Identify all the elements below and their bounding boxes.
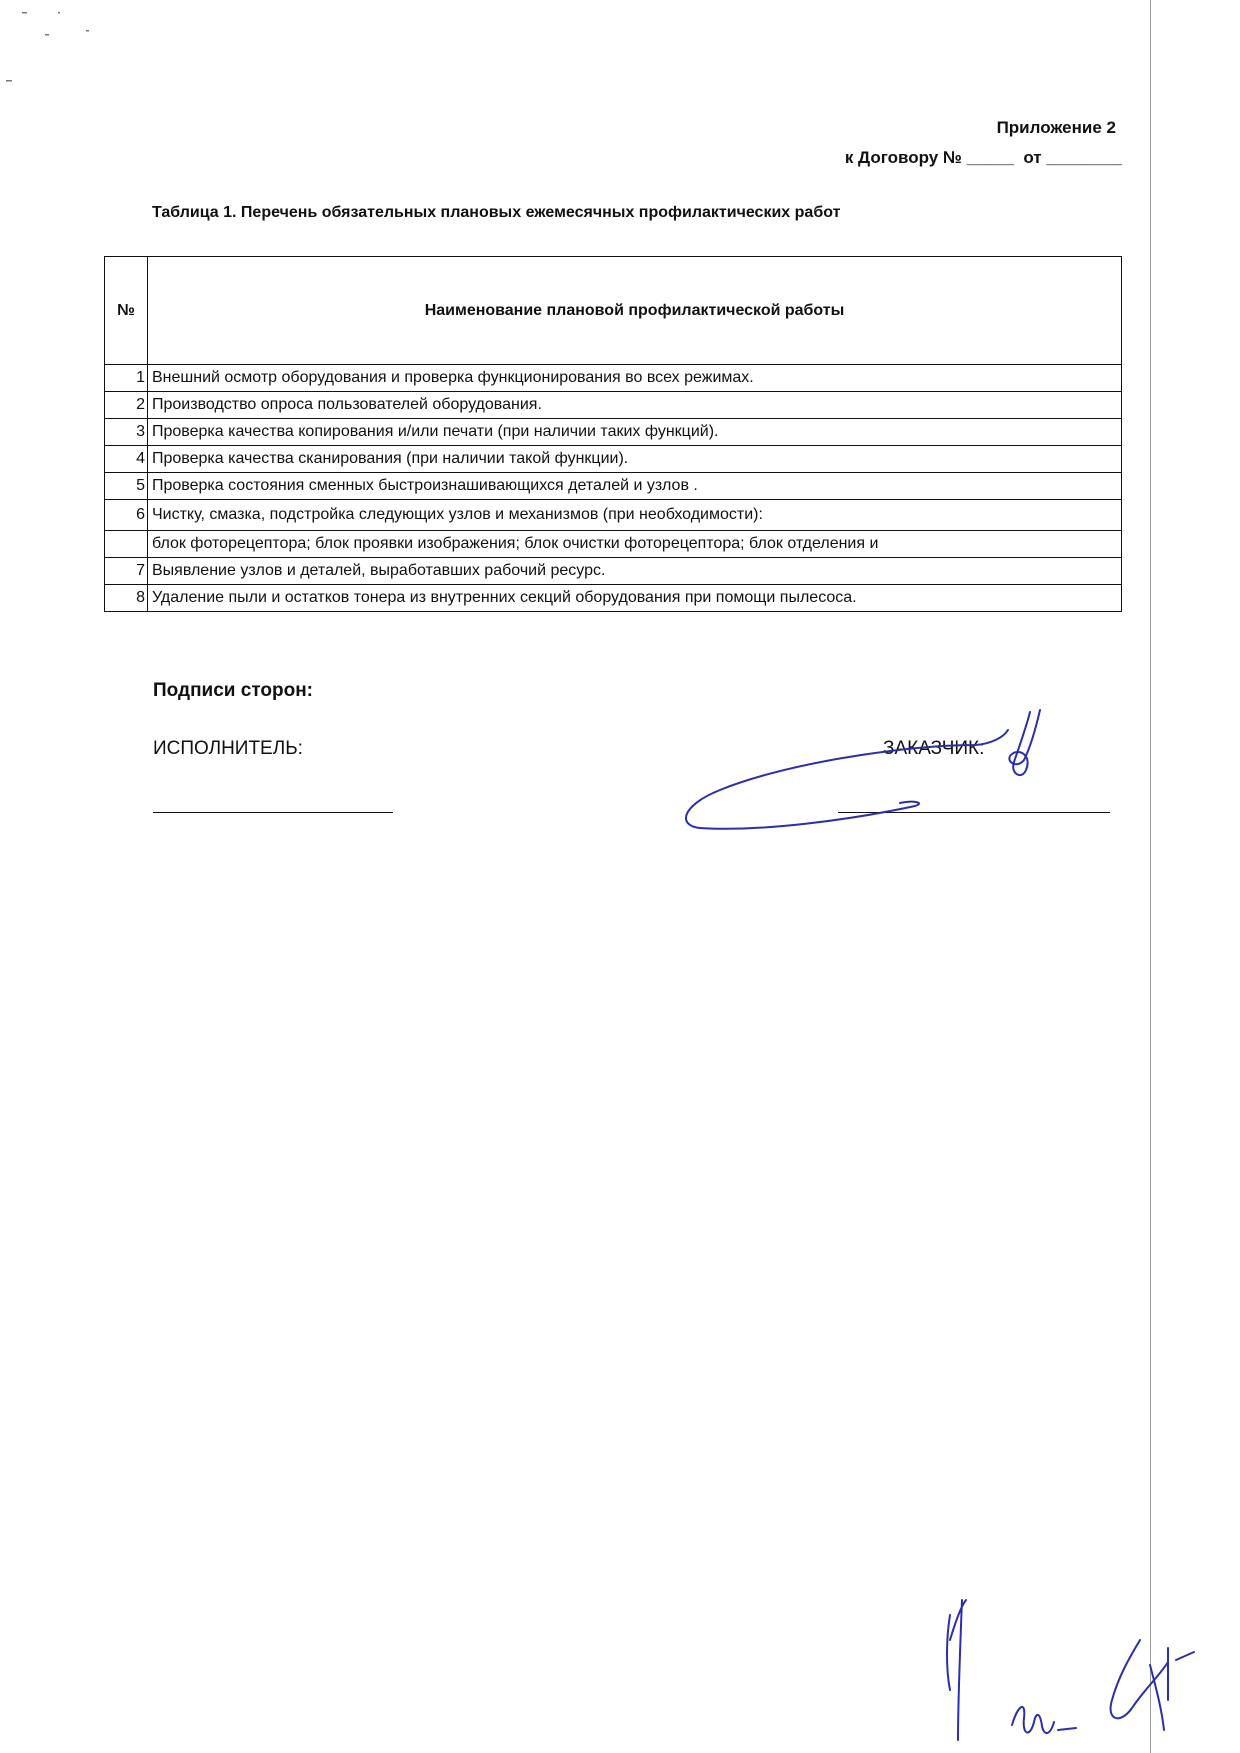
table-row xyxy=(105,419,1122,446)
row-number: 1 xyxy=(105,365,148,392)
row-number: 4 xyxy=(105,446,148,473)
row-text: Чистку, смазка, подстройка следующих узлов и механизмов (при необходимости): xyxy=(148,500,1122,531)
row-number: 2 xyxy=(105,392,148,419)
table-header-row xyxy=(105,257,1122,365)
row-number: 3 xyxy=(105,419,148,446)
row-text: Выявление узлов и деталей, выработавших рабочий ресурс. xyxy=(148,558,1122,585)
customer-signature xyxy=(686,710,1040,829)
row-number: 7 xyxy=(105,558,148,585)
row-number: 5 xyxy=(105,473,148,500)
table-row xyxy=(105,392,1122,419)
executor-signature-line xyxy=(153,812,393,813)
table-row xyxy=(105,446,1122,473)
row-text: Проверка качества сканирования (при наличии такой функции). xyxy=(148,446,1122,473)
appendix-title: Приложение 2 xyxy=(996,118,1116,137)
table-row xyxy=(105,500,1122,531)
table-row xyxy=(105,473,1122,500)
row-text: Проверка качества копирования и/или печати (при наличии таких функций). xyxy=(148,419,1122,446)
row-text: Удаление пыли и остатков тонера из внутренних секций оборудования при помощи пылесоса. xyxy=(148,585,1122,612)
table-caption: Таблица 1. Перечень обязательных плановых ежемесячных профилактических работ xyxy=(152,204,841,221)
row-number xyxy=(105,531,148,558)
table-row xyxy=(105,585,1122,612)
table-row xyxy=(105,558,1122,585)
initials-mark-1 xyxy=(947,1600,966,1740)
signatures-title: Подписи сторон: xyxy=(153,680,313,701)
row-text: блок фоторецептора; блок проявки изображения; блок очистки фоторецептора; блок отделения и xyxy=(148,531,1122,558)
executor-label: ИСПОЛНИТЕЛЬ: xyxy=(153,738,303,759)
column-header-name: Наименование плановой профилактической работы xyxy=(148,257,1122,365)
row-text: Производство опроса пользователей оборудования. xyxy=(148,392,1122,419)
scan-edge-line xyxy=(1150,0,1151,1753)
row-number: 6 xyxy=(105,500,148,531)
table-row xyxy=(105,365,1122,392)
row-text: Внешний осмотр оборудования и проверка функционирования во всех режимах. xyxy=(148,365,1122,392)
works-table xyxy=(104,256,1122,612)
table-row xyxy=(105,531,1122,558)
customer-label: ЗАКАЗЧИК: xyxy=(883,738,985,759)
initials-mark-2 xyxy=(1012,1707,1076,1733)
customer-signature-line xyxy=(838,812,1110,813)
contract-reference: к Договору № _____ от ________ xyxy=(844,148,1122,167)
column-header-number: № xyxy=(105,257,148,365)
row-number: 8 xyxy=(105,585,148,612)
scan-specks xyxy=(0,0,120,100)
initials-mark-3 xyxy=(1111,1640,1194,1730)
row-text: Проверка состояния сменных быстроизнашивающихся деталей и узлов . xyxy=(148,473,1122,500)
